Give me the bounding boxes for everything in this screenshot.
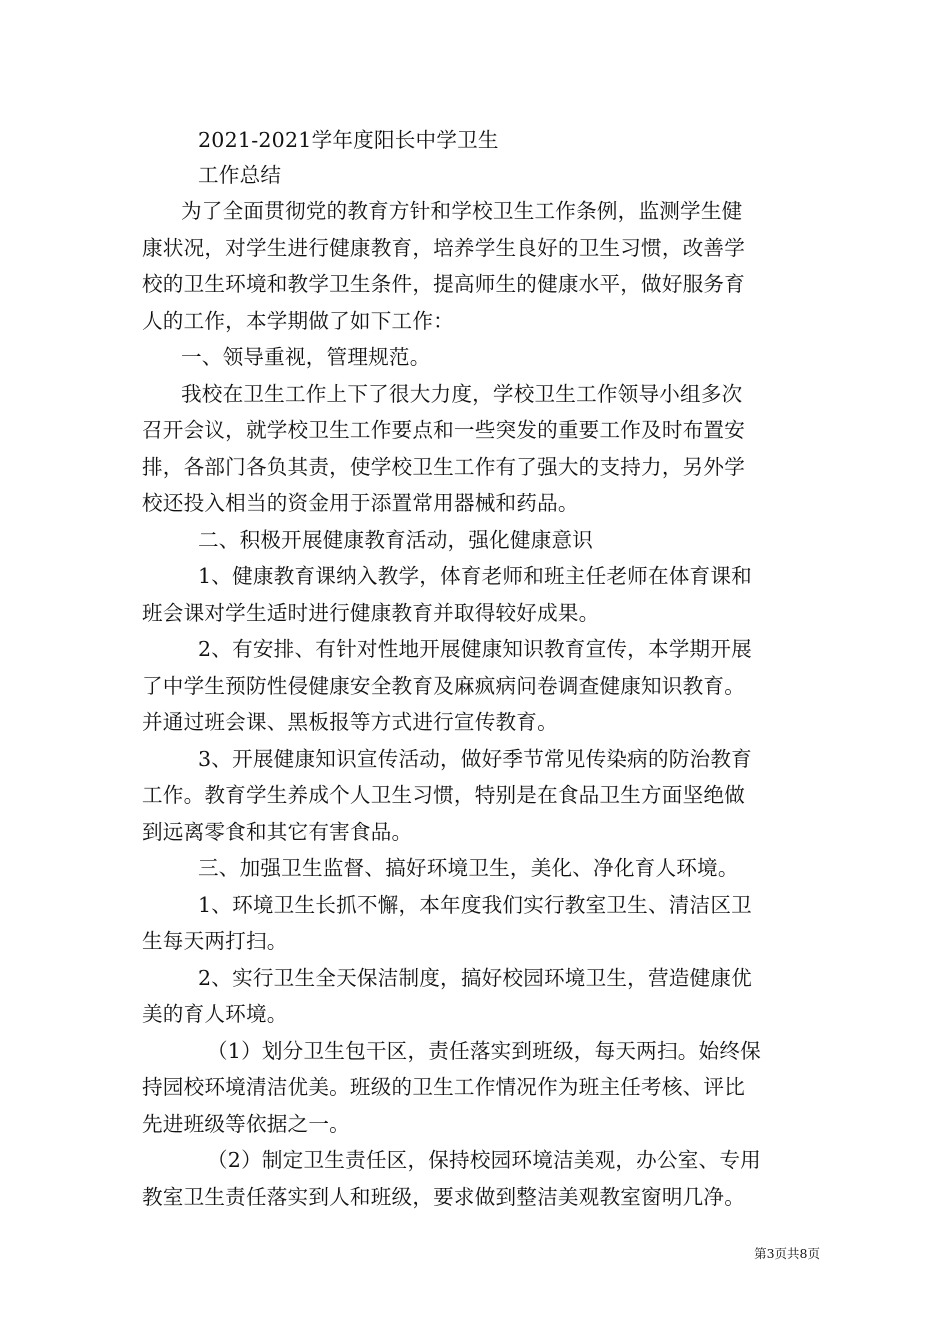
paragraph-line: （1）划分卫生包干区，责任落实到班级，每天两扫。始终保 (207, 1039, 761, 1063)
paragraph-line: 教室卫生责任落实到人和班级，要求做到整洁美观教室窗明几净。 (142, 1185, 746, 1209)
paragraph-line: 召开会议，就学校卫生工作要点和一些突发的重要工作及时布置安 (142, 418, 746, 442)
paragraph-line: 排，各部门各负其责，使学校卫生工作有了强大的支持力，另外学 (142, 455, 746, 479)
paragraph-line: 康状况，对学生进行健康教育，培养学生良好的卫生习惯，改善学 (142, 236, 746, 260)
page-number-footer: 第3页共8页 (754, 1246, 820, 1261)
section-heading-3: 三、加强卫生监督、搞好环境卫生，美化、净化育人环境。 (198, 856, 739, 880)
section-heading-2: 二、积极开展健康教育活动，强化健康意识 (198, 528, 594, 552)
paragraph-line: 美的育人环境。 (142, 1002, 288, 1026)
paragraph-line: 生每天两打扫。 (142, 929, 288, 953)
paragraph-line: 校还投入相当的资金用于添置常用器械和药品。 (142, 491, 579, 515)
doc-title-line-2: 工作总结 (198, 163, 282, 187)
paragraph-line: 先进班级等依据之一。 (142, 1112, 350, 1136)
paragraph-line: 人的工作，本学期做了如下工作： (142, 309, 454, 333)
paragraph-line: 持园校环境清洁优美。班级的卫生工作情况作为班主任考核、评比 (142, 1075, 746, 1099)
paragraph-line: 为了全面贯彻党的教育方针和学校卫生工作条例，监测学生健 (181, 199, 743, 223)
paragraph-line: 2、实行卫生全天保洁制度，搞好校园环境卫生，营造健康优 (198, 966, 752, 990)
paragraph-line: 并通过班会课、黑板报等方式进行宣传教育。 (142, 710, 558, 734)
paragraph-line: 1、环境卫生长抓不懈，本年度我们实行教室卫生、清洁区卫 (198, 893, 752, 917)
paragraph-line: 到远离零食和其它有害食品。 (142, 820, 413, 844)
paragraph-line: 1、健康教育课纳入教学，体育老师和班主任老师在体育课和 (198, 564, 752, 588)
paragraph-line: 班会课对学生适时进行健康教育并取得较好成果。 (142, 601, 600, 625)
section-heading-1: 一、领导重视，管理规范。 (181, 345, 431, 369)
paragraph-line: 我校在卫生工作上下了很大力度，学校卫生工作领导小组多次 (181, 382, 743, 406)
paragraph-line: （2）制定卫生责任区，保持校园环境洁美观，办公室、专用 (207, 1148, 761, 1172)
paragraph-line: 了中学生预防性侵健康安全教育及麻疯病问卷调查健康知识教育。 (142, 674, 746, 698)
paragraph-line: 校的卫生环境和教学卫生条件，提高师生的健康水平，做好服务育 (142, 272, 746, 296)
doc-title-line-1: 2021-2021学年度阳长中学卫生 (198, 128, 499, 152)
paragraph-line: 2、有安排、有针对性地开展健康知识教育宣传，本学期开展 (198, 637, 752, 661)
paragraph-line: 3、开展健康知识宣传活动，做好季节常见传染病的防治教育 (198, 747, 752, 771)
paragraph-line: 工作。教育学生养成个人卫生习惯，特别是在食品卫生方面坚绝做 (142, 783, 746, 807)
